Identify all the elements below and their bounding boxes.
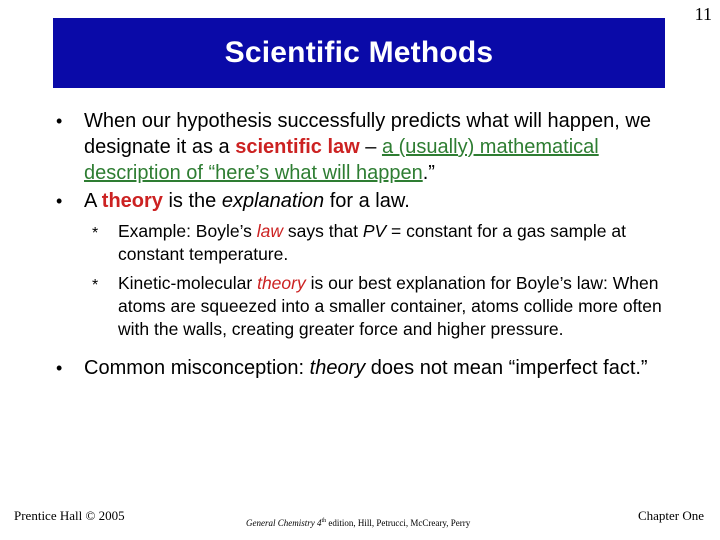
term-theory-italic: theory: [257, 273, 306, 293]
sub-bullet-text: Example: Boyle’s: [118, 221, 257, 241]
slide-title: Scientific Methods: [224, 36, 494, 69]
sub-bullet-asterisk: *: [92, 225, 99, 242]
footer-chapter: Chapter One: [637, 508, 704, 523]
sub-bullet-text: says that: [283, 221, 363, 241]
term-scientific-law: scientific law: [235, 136, 360, 158]
footer-book-sup: th: [321, 518, 327, 524]
bullet-text: When our hypothesis successfully predicts what will happen, we designate it as a: [84, 110, 651, 158]
term-law: law: [256, 221, 284, 241]
sub-bullet-text: = constant for a gas sample at constant temperature.: [118, 221, 626, 264]
slide-content: [54, 108, 694, 383]
sub-bullet-kinetic-theory: [54, 272, 694, 341]
sub-bullet-asterisk: *: [92, 277, 99, 294]
term-theory: theory: [101, 190, 163, 212]
bullet-text: A: [84, 190, 102, 212]
sub-bullet-text: Kinetic-molecular: [118, 273, 258, 293]
bullet-text: is the: [162, 190, 222, 212]
slide-number: 11: [694, 4, 712, 24]
bullet-misconception: [54, 355, 694, 381]
sub-bullet-boyle-law: [54, 220, 694, 266]
law-definition: a (usually) mathematical description of “here’s what will happen: [84, 136, 599, 184]
bullet-dot: •: [56, 358, 63, 378]
bullet-text: for a law.: [324, 190, 410, 212]
bullet-text: .”: [422, 162, 435, 184]
bullet-law: [54, 108, 694, 186]
term-theory-misconception: theory: [309, 357, 366, 379]
footer-book-title: General Chemistry 4: [246, 518, 322, 528]
bullet-dot: •: [56, 191, 63, 211]
term-explanation: explanation: [221, 190, 325, 212]
bullet-text: –: [359, 136, 382, 158]
bullet-text: does not mean “imperfect fact.”: [365, 357, 648, 379]
footer-publisher: Prentice Hall © 2005: [14, 508, 125, 523]
bullet-text: Common misconception:: [84, 357, 310, 379]
bullet-theory: [54, 188, 694, 214]
footer-book: [246, 518, 470, 528]
sub-bullet-text: is our best explanation for Boyle’s law: When atoms are squeezed into a smaller container, atoms collide more often with the walls, creating greater force and higher pressure.: [118, 273, 662, 339]
footer-book-authors: edition, Hill, Petrucci, McCreary, Perry: [326, 518, 471, 528]
term-pv: PV: [362, 221, 387, 241]
title-bar: [53, 18, 665, 88]
bullet-dot: •: [56, 111, 63, 131]
